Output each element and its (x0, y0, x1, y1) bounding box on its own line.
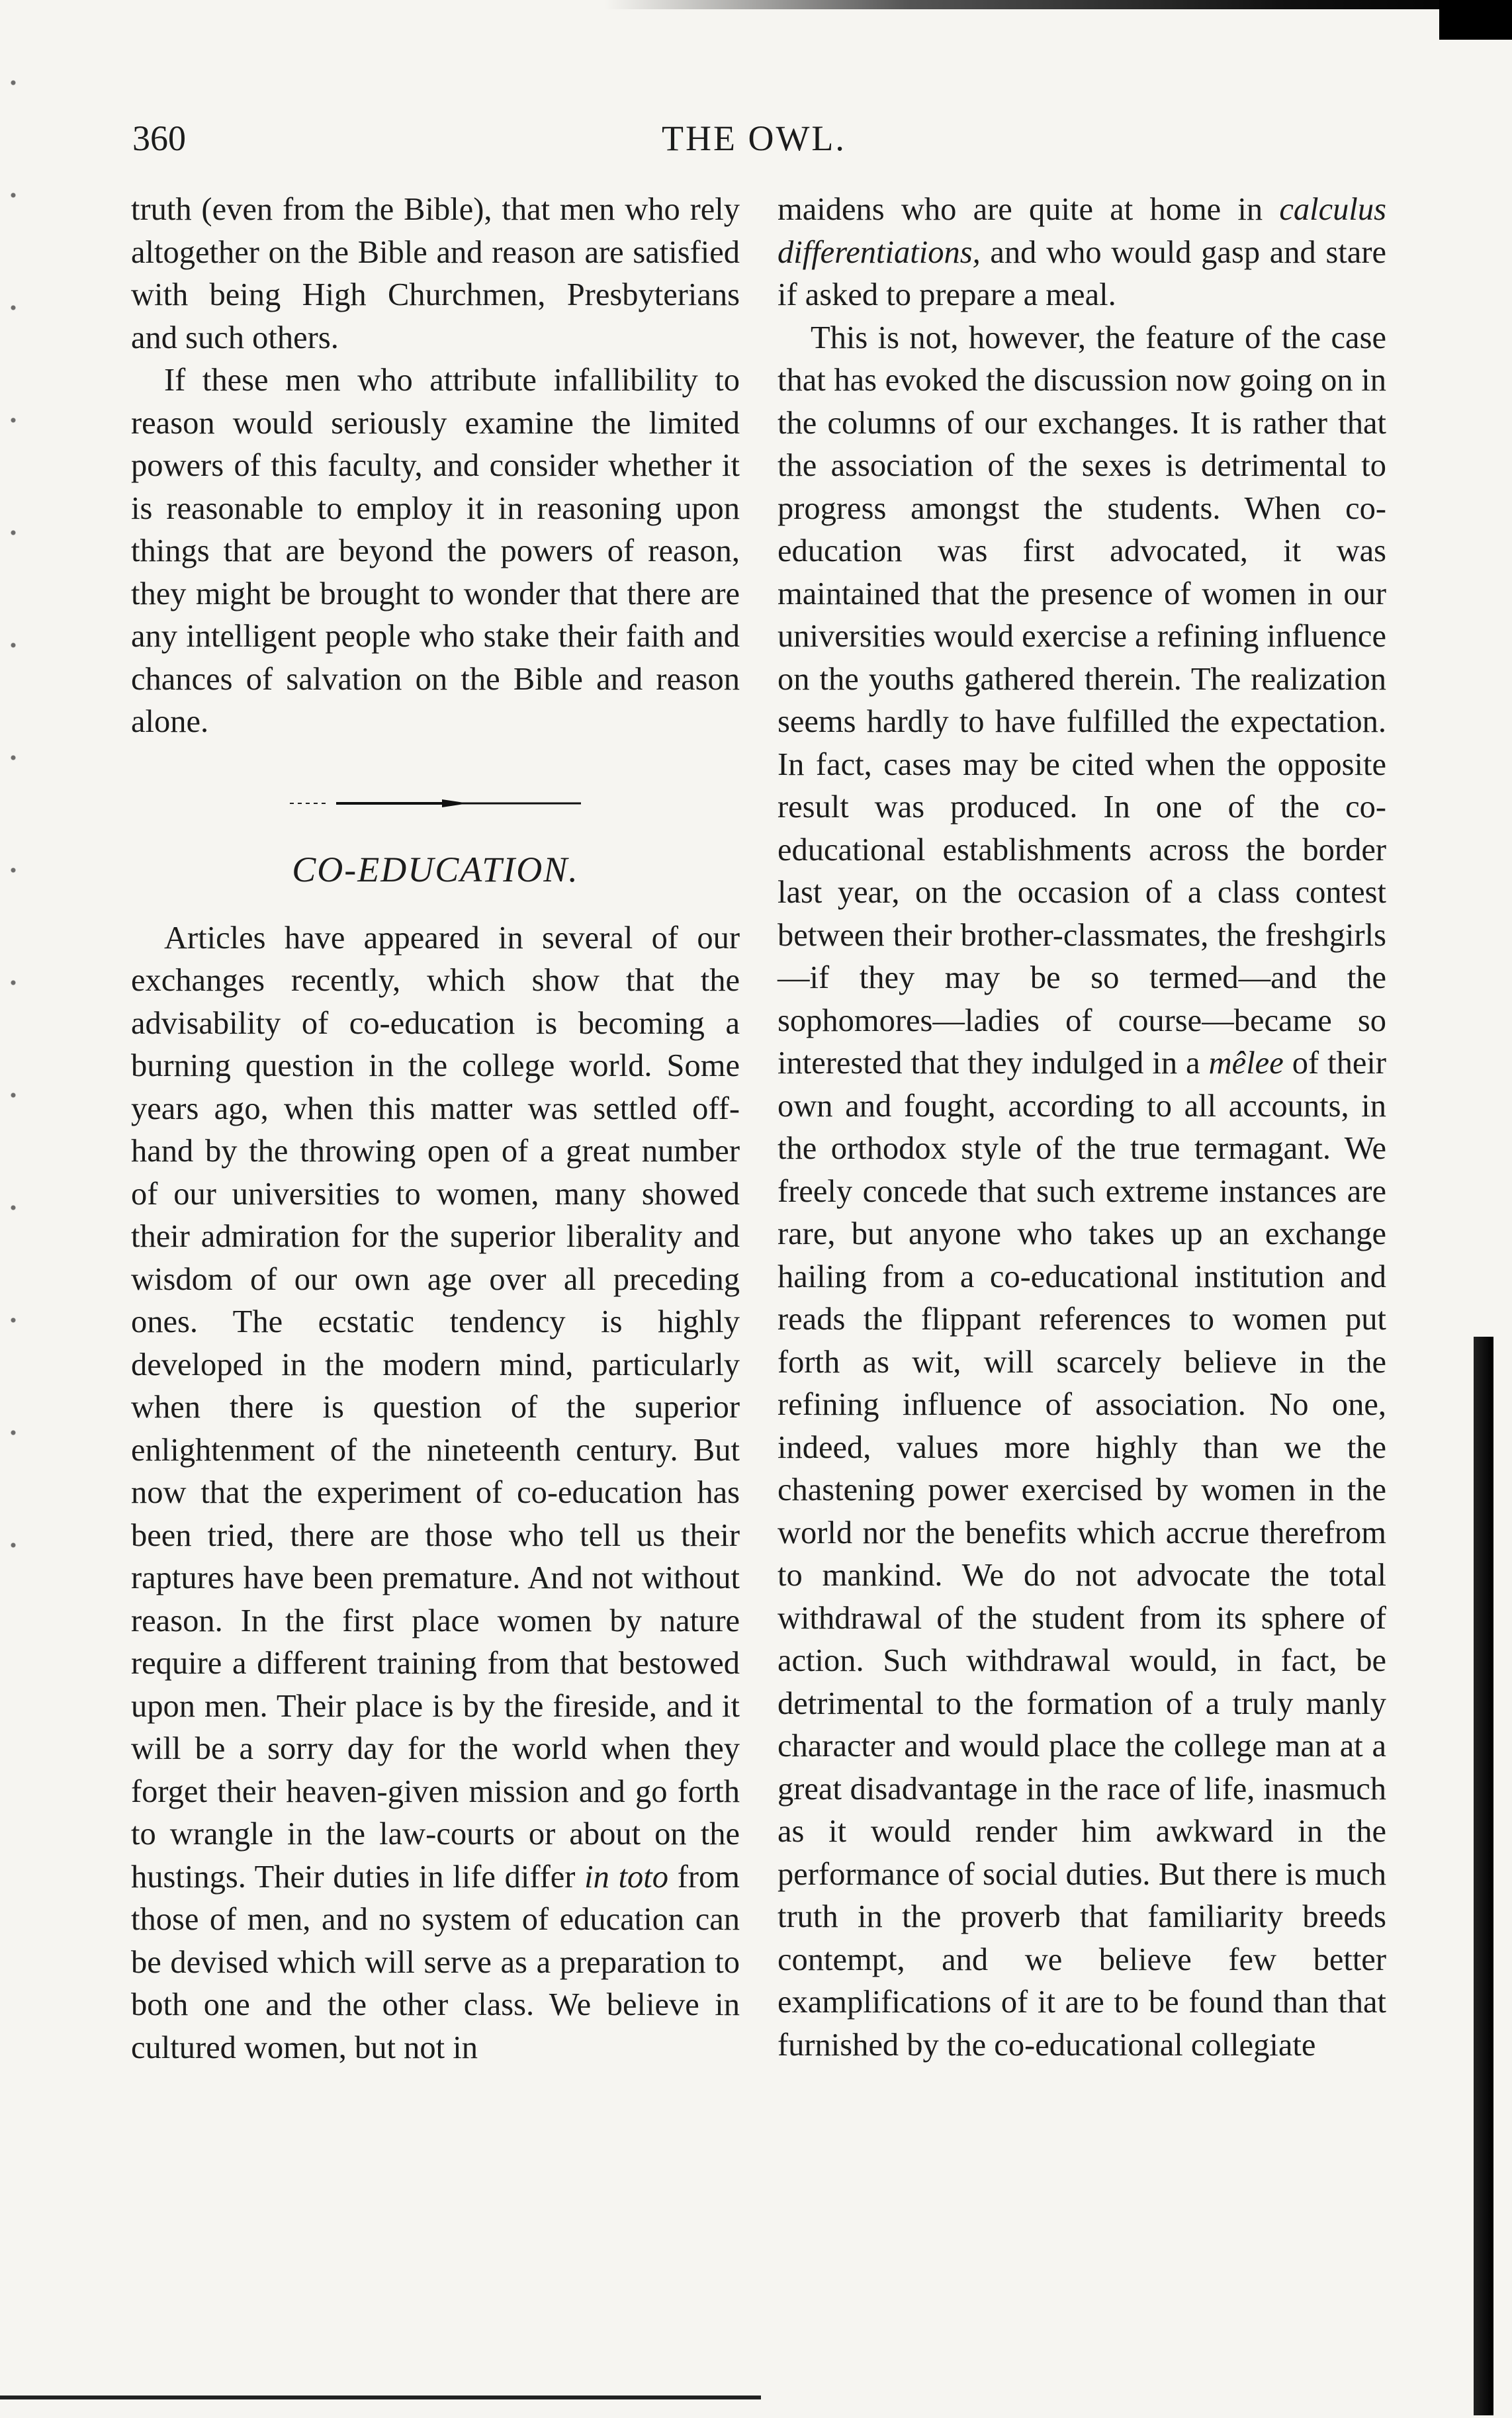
text-run: maidens who are quite at home in (778, 192, 1263, 227)
paragraph (131, 917, 740, 2070)
page-header (132, 118, 1409, 171)
section-divider-ornament (131, 790, 740, 817)
italic-phrase: mêlee (1208, 1046, 1284, 1081)
italic-phrase: in toto (584, 1859, 669, 1895)
scan-top-edge (0, 0, 1512, 9)
scan-corner-shadow (1439, 0, 1512, 40)
scan-right-edge (1474, 1337, 1493, 2415)
text-run: Articles have appeared in several of our exchanges recently, which show that the advisability of co-education is becoming a burning question in the college world. Some years ago, when this matter was settled off-hand by the throwing open of a great number of our universities to women, many showed their admiration for the superior liberality and wisdom of our own age over all preceding ones. The ecstatic tendency is highly developed in the modern mind, particularly when there is question of the superior enlightenment of the nineteenth century. But now that the experiment of co-education has been tried, there are those who tell us their raptures have been premature. And not without reason. In the first place women by nature require a different training from that bestowed upon men. Their place is by the fireside, and it will be a sorry day for the world when they forget their heaven-given mission and go forth to wrangle in the law-courts or about on the hustings. Their duties in life differ (131, 920, 740, 1895)
text-run: This is not, however, the feature of the case that has evoked the discussion now going on in the columns of our exchanges. It is rather that the association of the sexes is detrimental to progress amongst the students. When co-education was first advocated, it was maintained that the presence of women in our universities would exercise a refining influence on the youths gathered therein. The realization seems hardly to have fulfilled the expectation. In fact, cases may be cited when the opposite result was produced. In one of the co-educational establishments across the border last year, on the occasion of a class contest between their brother-classmates, the freshgirls—if they may be so termed—and the sophomores—ladies of course—became so interested that they indulged in a (778, 320, 1386, 1081)
text-run: and who would gasp and stare if asked to prepare a meal. (778, 234, 1386, 312)
paragraph: truth (even from the Bible), that men who rely altogether on the Bible and reason are satisfied with being High Churchmen, Presbyterians and such others. (131, 192, 740, 355)
scan-binding-specks (7, 26, 20, 1615)
right-column (778, 189, 1386, 2067)
left-column (131, 189, 740, 2069)
section-heading: CO-EDUCATION. (292, 849, 579, 889)
paragraph: If these men who attribute infallibility to reason would seriously examine the limited powers of this faculty, and consider whether it is reasonable to employ it in reasoning upon things that are beyond the powers of reason, they might be brought to wonder that there are any intelligent people who stake their faith and chances of salvation on the Bible and reason alone. (131, 363, 740, 739)
paragraph (778, 317, 1386, 2067)
running-title: THE OWL. (662, 118, 846, 158)
page-number: 360 (132, 118, 186, 158)
italic-phrase: calculus differentiations, (778, 192, 1387, 270)
text-run: of their own and fought, according to all accounts, in the orthodox style of the true termagant. We freely concede that such extreme instances are rare, but anyone who takes up an exchange hailing from a co-educational institution and reads the flippant references to women put forth as wit, will scarcely believe in the refining influence of association. No one, indeed, values more highly than we the chastening power exercised by women in the world nor the benefits which accrue therefrom to mankind. We do not advocate the total withdrawal of the student from its sphere of action. Such withdrawal would, in fact, be detrimental to the formation of a truly manly character and would place the college man at a great disadvantage in the race of life, inasmuch as it would render him awkward in the performance of social duties. But there is much truth in the proverb that familiarity breeds contempt, and we believe few better examplifications of it are to be found than that furnished by the co-educational collegiate (778, 1046, 1386, 2063)
paragraph (778, 189, 1386, 317)
scan-bottom-edge (0, 2396, 761, 2399)
text-run: from those of men, and no system of education can be devised which will serve as a preparation to both one and the other class. We believe in cultured women, but not in (131, 1859, 740, 2065)
